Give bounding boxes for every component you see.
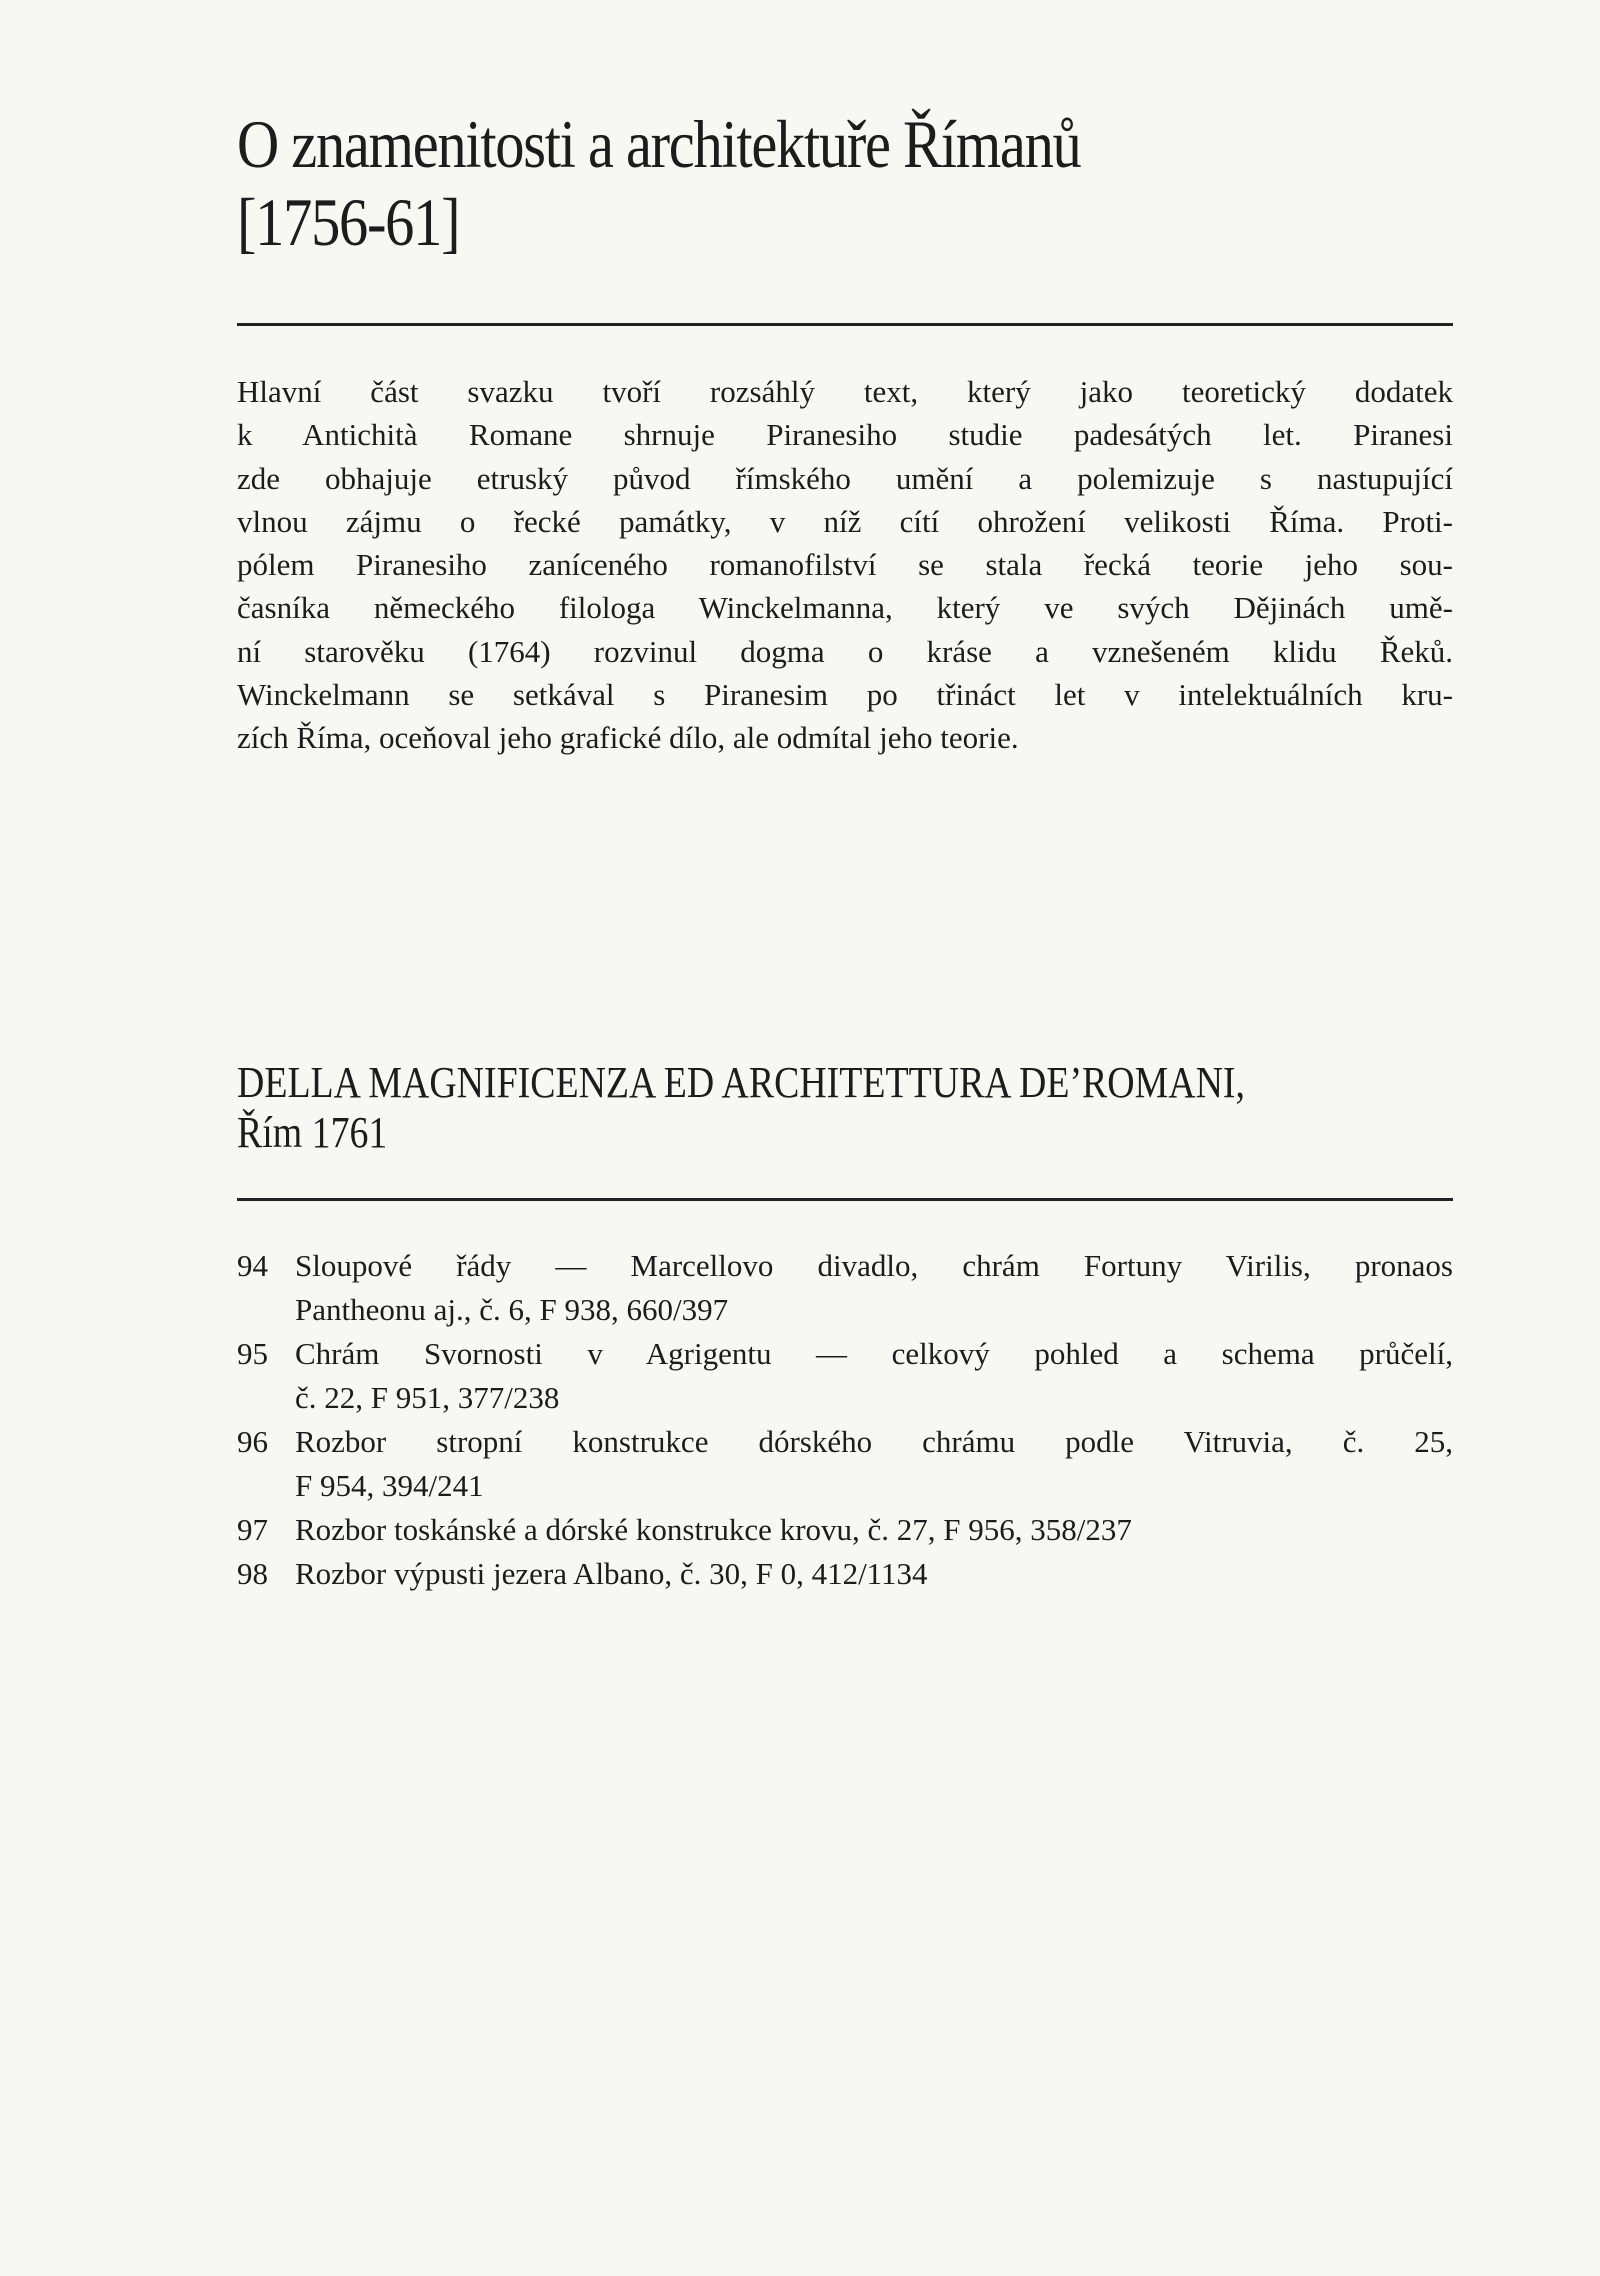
- item-number: 95: [237, 1336, 268, 1371]
- list-item: [237, 1244, 1453, 1332]
- plate-list: [237, 1244, 1453, 1596]
- item-text: Rozbor výpusti jezera Albano, č. 30, F 0, 412/1134: [295, 1556, 928, 1591]
- section-title: DELLA MAGNIFICENZA ED ARCHITETTURA DE’ROMANI,: [237, 1058, 1245, 1107]
- page-title-dates: [1756-61]: [237, 184, 460, 260]
- divider: [237, 1198, 1453, 1201]
- text-line: k Antichità Romane shrnuje Piranesiho studie padesátých let. Piranesi: [237, 417, 1453, 453]
- intro-paragraph: [237, 370, 1453, 760]
- text-line: zde obhajuje etruský původ římského umění a polemizuje s nastupující: [237, 460, 1453, 496]
- page-title: [237, 105, 1080, 261]
- item-text: F 954, 394/241: [295, 1468, 484, 1503]
- text-line: Winckelmann se setkával s Piranesim po třináct let v intelektuálních kru-: [237, 677, 1453, 713]
- text-line: ní starověku (1764) rozvinul dogma o kráse a vznešeném klidu Řeků.: [237, 633, 1453, 669]
- list-item: [237, 1420, 1453, 1508]
- section-heading: [237, 1058, 1245, 1158]
- item-number: 96: [237, 1424, 268, 1459]
- item-text: Rozbor toskánské a dórské konstrukce krovu, č. 27, F 956, 358/237: [295, 1512, 1132, 1547]
- item-number: 97: [237, 1512, 268, 1547]
- item-text: č. 22, F 951, 377/238: [295, 1380, 560, 1415]
- item-text: Pantheonu aj., č. 6, F 938, 660/397: [295, 1292, 729, 1327]
- list-item: [237, 1552, 1453, 1596]
- item-text: Chrám Svornosti v Agrigentu — celkový pohled a schema průčelí,: [295, 1336, 1453, 1371]
- text-line: časníka německého filologa Winckelmanna, který ve svých Dějinách umě-: [237, 590, 1453, 626]
- text-line: zích Říma, oceňoval jeho grafické dílo, ale odmítal jeho teorie.: [237, 720, 1019, 756]
- text-line: pólem Piranesiho zaníceného romanofilství se stala řecká teorie jeho sou-: [237, 547, 1453, 583]
- item-number: 98: [237, 1556, 268, 1591]
- item-text: Sloupové řády — Marcellovo divadlo, chrám Fortuny Virilis, pronaos: [295, 1248, 1453, 1283]
- item-number: 94: [237, 1248, 268, 1283]
- list-item: [237, 1508, 1453, 1552]
- list-item: [237, 1332, 1453, 1420]
- section-place-year: Řím 1761: [237, 1108, 388, 1157]
- text-line: vlnou zájmu o řecké památky, v níž cítí ohrožení velikosti Říma. Proti-: [237, 503, 1453, 539]
- divider: [237, 323, 1453, 326]
- page-title-line: O znamenitosti a architektuře Římanů: [237, 106, 1081, 182]
- item-text: Rozbor stropní konstrukce dórského chrámu podle Vitruvia, č. 25,: [295, 1424, 1453, 1459]
- text-line: Hlavní část svazku tvoří rozsáhlý text, který jako teoretický dodatek: [237, 374, 1453, 409]
